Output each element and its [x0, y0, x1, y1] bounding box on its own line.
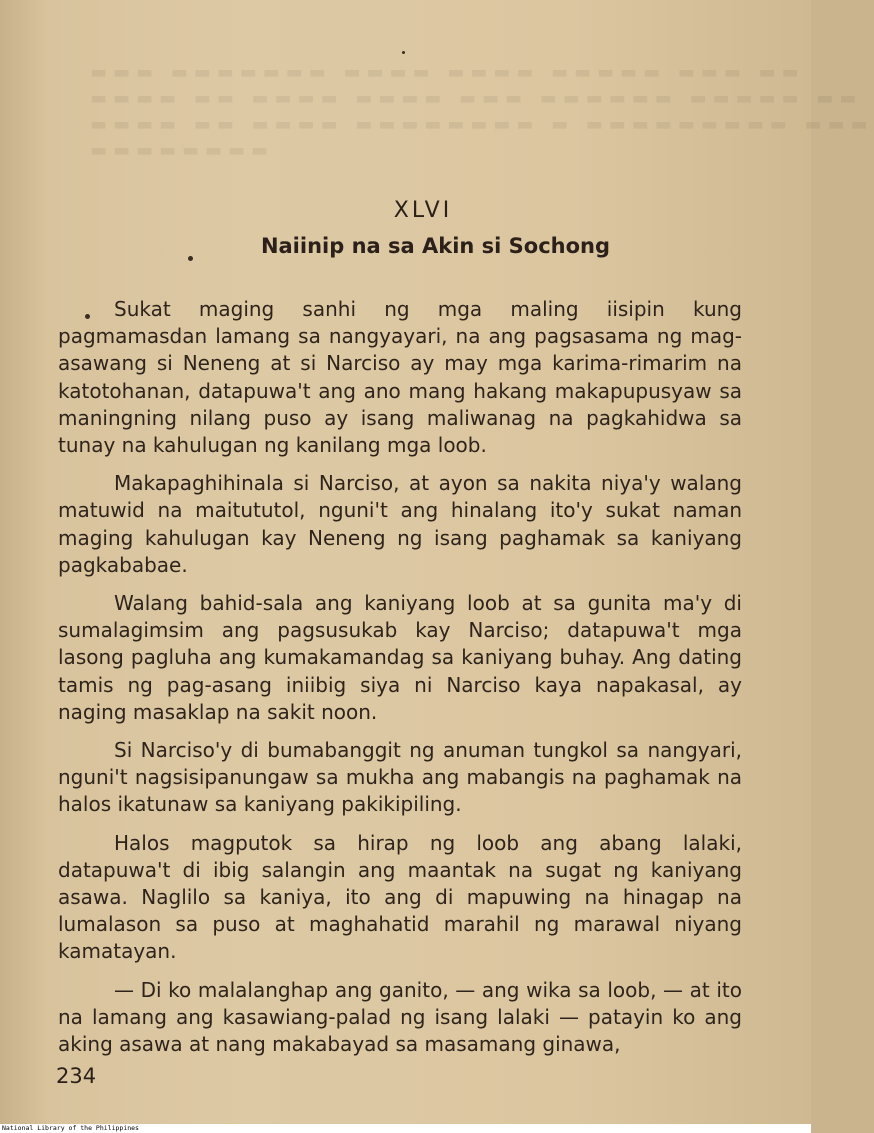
page-number: 234	[56, 1064, 97, 1088]
paragraph: Sukat maging sanhi ng mga maling iisipin kung pagmamasdan lamang sa nangyayari, na ang pagsasama ng mag-asawang si Neneng at si Narciso ay may mga karima-rimarim na katotohanan, datapuwa't ang ano mang hakang makapupusyaw sa maningning nilang puso ay isang maliwanag na pagkahidwa sa tunay na kahulugan ng kanilang mga loob.	[58, 297, 742, 458]
body-text	[58, 296, 742, 1058]
ink-speck	[402, 51, 405, 54]
paragraph: Halos magputok sa hirap ng loob ang abang lalaki, datapuwa't di ibig salangin ang maantak na sugat ng kaniyang asawa. Naglilo sa kaniya, ito ang di mapuwing na hinagap na lumalason sa puso at maghahatid marahil ng marawal niyang kamatayan.	[58, 830, 742, 964]
footer-credit: National Library of the Philippines	[2, 1124, 139, 1132]
paragraph: — Di ko malalanghap ang ganito, — ang wika sa loob, — at ito na lamang ang kasawiang-palad ng isang lalaki — patayin ko ang aking asawa at nang makabayad sa masamang ginawa,	[58, 977, 742, 1057]
chapter-number: XLVI	[393, 198, 453, 223]
paragraph: Si Narciso'y di bumabanggit ng anuman tungkol sa nangyari, nguni't nagsisipanungaw sa mukha ang mabangis na paghamak na halos ikatunaw sa kaniyang pakikipiling.	[58, 738, 742, 817]
chapter-title: Naiinip na sa Akin si Sochong	[260, 234, 611, 258]
paragraph: Makapaghihinala si Narciso, at ayon sa nakita niya'y walang matuwid na maitututol, nguni't ang hinalang ito'y sukat naman maging kahulugan kay Neneng ng isang paghamak sa kaniyang pagkababae.	[58, 471, 742, 577]
bleed-through-text: ▬▬▬ ▬▬▬▬▬▬▬ ▬▬▬▬ ▬▬▬▬ ▬▬▬▬▬ ▬▬▬ ▬▬ ▬▬▬▬ ▬▬ ▬▬▬▬ ▬▬▬▬ ▬▬▬ ▬▬▬▬▬▬ ▬▬▬▬▬ ▬▬ ▬▬▬▬ ▬▬ ▬▬▬▬ ▬▬▬▬▬▬▬▬ ▬ ▬▬▬▬▬▬▬▬▬ ▬▬▬ ▬▬▬▬▬▬▬▬	[90, 62, 874, 161]
paragraph: Walang bahid-sala ang kaniyang loob at sa gunita ma'y di sumalagimsim ang pagsusukab kay Narciso; datapuwa't mga lasong pagluha ang kumakamandag sa kaniyang buhay. Ang dating tamis ng pag-asang iniibig siya ni Narciso kaya napakasal, ay naging masaklap na sakit noon.	[58, 591, 742, 724]
